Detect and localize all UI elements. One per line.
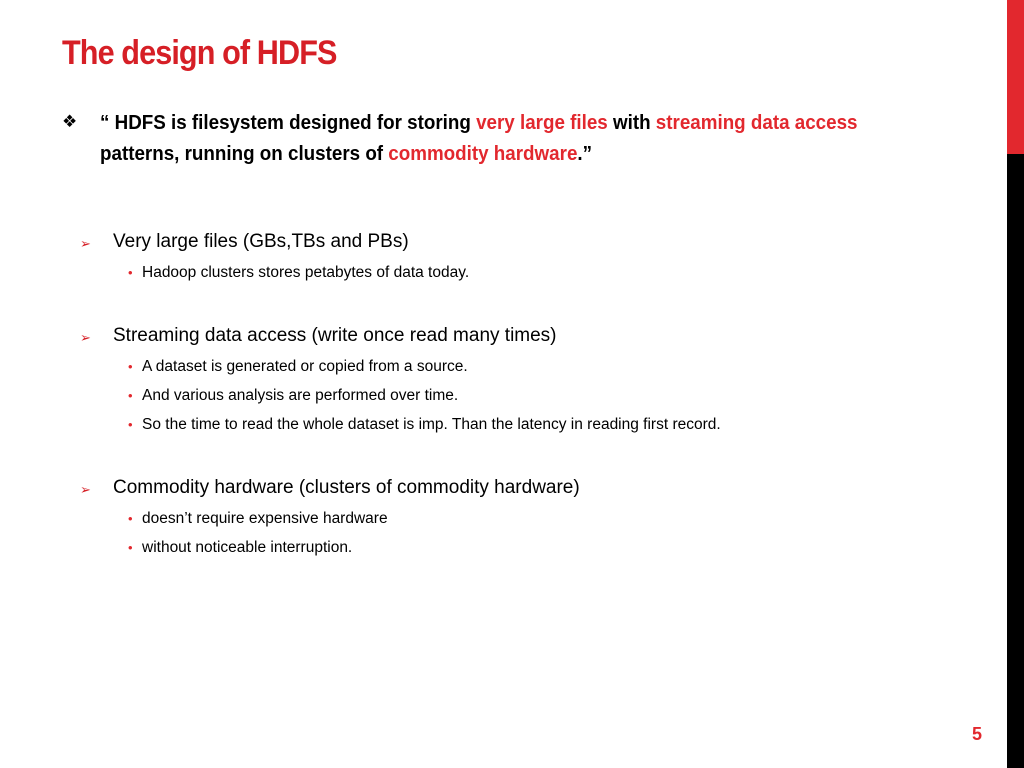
page-number: 5 bbox=[972, 724, 983, 744]
quote-highlight: very large files bbox=[476, 112, 608, 134]
arrow-bullet-icon: ➢ bbox=[80, 330, 91, 345]
dot-bullet-icon: • bbox=[128, 417, 133, 432]
diamond-bullet-icon: ❖ bbox=[62, 112, 78, 131]
sidebar-dark-bar bbox=[1007, 154, 1024, 768]
section-heading bbox=[80, 230, 409, 254]
quote-part: patterns, running on clusters of bbox=[100, 143, 389, 165]
dot-bullet-icon: • bbox=[128, 540, 133, 555]
list-item-text: So the time to read the whole dataset is imp. Than the latency in reading first record. bbox=[142, 416, 721, 433]
section-heading bbox=[80, 476, 580, 500]
quote-block bbox=[62, 108, 892, 170]
section-heading-text: Very large files (GBs,TBs and PBs) bbox=[113, 231, 409, 252]
dot-bullet-icon: • bbox=[128, 359, 133, 374]
section-heading-text: Streaming data access (write once read many times) bbox=[113, 325, 557, 346]
list-item-text: A dataset is generated or copied from a source. bbox=[142, 358, 468, 375]
dot-bullet-icon: • bbox=[128, 511, 133, 526]
sidebar-accent-bar bbox=[1007, 0, 1024, 154]
list-item bbox=[128, 538, 352, 558]
list-item bbox=[128, 509, 388, 529]
section-heading-text: Commodity hardware (clusters of commodity hardware) bbox=[113, 477, 580, 498]
list-item bbox=[128, 386, 458, 406]
arrow-bullet-icon: ➢ bbox=[80, 482, 91, 497]
quote-highlight: streaming data access bbox=[655, 112, 858, 134]
list-item-text: doesn’t require expensive hardware bbox=[142, 510, 388, 527]
arrow-bullet-icon: ➢ bbox=[80, 236, 91, 251]
list-item-text: And various analysis are performed over time. bbox=[142, 387, 459, 404]
dot-bullet-icon: • bbox=[128, 265, 133, 280]
list-item bbox=[128, 415, 721, 435]
dot-bullet-icon: • bbox=[128, 388, 133, 403]
quote-part: .” bbox=[577, 143, 593, 165]
list-item bbox=[128, 357, 468, 377]
quote-text bbox=[100, 108, 871, 170]
list-item bbox=[128, 263, 469, 283]
list-item-text: Hadoop clusters stores petabytes of data today. bbox=[142, 264, 470, 281]
slide-title: The design of HDFS bbox=[62, 34, 337, 72]
quote-part: “ HDFS is filesystem designed for storing bbox=[100, 112, 477, 134]
section-heading bbox=[80, 324, 557, 348]
quote-highlight: commodity hardware bbox=[388, 143, 578, 165]
list-item-text: without noticeable interruption. bbox=[142, 539, 353, 556]
quote-part: with bbox=[607, 112, 656, 134]
